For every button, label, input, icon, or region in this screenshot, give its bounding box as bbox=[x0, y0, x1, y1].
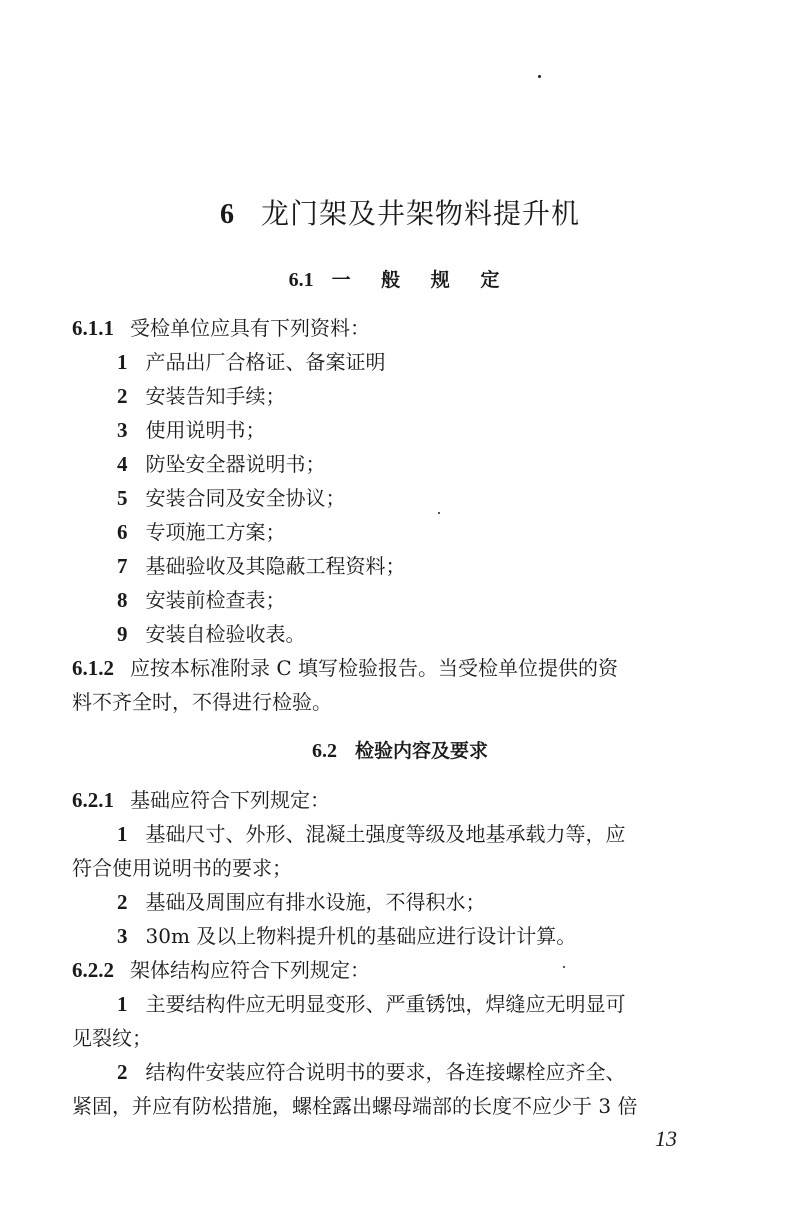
list-item-continuation bbox=[72, 854, 292, 882]
section-title-text: 检验内容及要求 bbox=[354, 740, 488, 762]
scan-speck bbox=[563, 966, 565, 968]
item-number: 3 bbox=[117, 924, 128, 948]
item-text: 使用说明书； bbox=[145, 418, 266, 442]
chapter-number: 6 bbox=[219, 199, 235, 230]
item-number: 9 bbox=[117, 622, 128, 646]
item-number: 7 bbox=[117, 554, 128, 578]
list-item bbox=[117, 586, 286, 614]
clause-text: 料不齐全时，不得进行检验。 bbox=[72, 690, 332, 714]
item-text: 结构件安装应符合说明书的要求，各连接螺栓应齐全、 bbox=[145, 1060, 626, 1084]
clause-continuation bbox=[72, 688, 332, 716]
list-item bbox=[117, 990, 626, 1018]
item-text: 产品出厂合格证、备案证明 bbox=[145, 350, 386, 374]
section-title-6-1 bbox=[0, 265, 800, 292]
clause-6-2-2 bbox=[72, 956, 370, 984]
clause-6-1-2 bbox=[72, 654, 618, 682]
item-number: 1 bbox=[117, 822, 128, 846]
clause-number: 6.2.2 bbox=[72, 958, 114, 982]
list-item bbox=[117, 450, 326, 478]
item-text: 安装合同及安全协议； bbox=[145, 486, 346, 510]
item-number: 6 bbox=[117, 520, 128, 544]
list-item bbox=[117, 518, 286, 546]
list-item bbox=[117, 416, 266, 444]
item-text: 安装前检查表； bbox=[145, 588, 286, 612]
item-text: 基础验收及其隐蔽工程资料； bbox=[145, 554, 406, 578]
item-number: 1 bbox=[117, 992, 128, 1016]
list-item bbox=[117, 620, 306, 648]
item-text: 紧固，并应有防松措施，螺栓露出螺母端部的长度不应少于 3 倍 bbox=[72, 1094, 638, 1118]
item-number: 4 bbox=[117, 452, 128, 476]
item-number: 2 bbox=[117, 1060, 128, 1084]
item-text: 基础尺寸、外形、混凝土强度等级及地基承载力等，应 bbox=[145, 822, 626, 846]
list-item-continuation bbox=[72, 1024, 152, 1052]
list-item bbox=[117, 552, 406, 580]
list-item bbox=[117, 348, 386, 376]
clause-text: 应按本标准附录 C 填写检验报告。当受检单位提供的资 bbox=[130, 656, 619, 680]
list-item bbox=[117, 382, 286, 410]
item-text: 主要结构件应无明显变形、严重锈蚀，焊缝应无明显可 bbox=[145, 992, 626, 1016]
item-number: 1 bbox=[117, 350, 128, 374]
item-number: 5 bbox=[117, 486, 128, 510]
clause-number: 6.1.2 bbox=[72, 656, 114, 680]
item-text: 专项施工方案； bbox=[145, 520, 286, 544]
clause-text: 架体结构应符合下列规定： bbox=[130, 958, 370, 982]
list-item bbox=[117, 820, 626, 848]
list-item bbox=[117, 484, 346, 512]
item-number: 2 bbox=[117, 890, 128, 914]
item-text: 见裂纹； bbox=[72, 1026, 152, 1050]
list-item bbox=[117, 922, 576, 950]
clause-text: 基础应符合下列规定： bbox=[130, 788, 330, 812]
item-number: 3 bbox=[117, 418, 128, 442]
item-text: 安装自检验收表。 bbox=[145, 622, 306, 646]
clause-number: 6.2.1 bbox=[72, 788, 114, 812]
item-text: 防坠安全器说明书； bbox=[145, 452, 326, 476]
item-number: 2 bbox=[117, 384, 128, 408]
item-number: 8 bbox=[117, 588, 128, 612]
clause-number: 6.1.1 bbox=[72, 316, 114, 340]
list-item bbox=[117, 1058, 626, 1086]
section-number: 6.2 bbox=[311, 740, 337, 762]
item-text: 安装告知手续； bbox=[145, 384, 286, 408]
section-number: 6.1 bbox=[288, 269, 314, 291]
page-number: 13 bbox=[655, 1126, 677, 1151]
chapter-title bbox=[0, 192, 800, 232]
list-item-continuation bbox=[72, 1092, 637, 1120]
scan-speck bbox=[538, 75, 541, 78]
item-text: 30m 及以上物料提升机的基础应进行设计计算。 bbox=[145, 924, 577, 948]
clause-text: 受检单位应具有下列资料： bbox=[130, 316, 370, 340]
clause-6-2-1 bbox=[72, 786, 330, 814]
item-text: 符合使用说明书的要求； bbox=[72, 856, 292, 880]
scan-speck bbox=[438, 512, 440, 514]
clause-6-1-1 bbox=[72, 314, 370, 342]
section-title-text: 一 般 规 定 bbox=[331, 269, 512, 291]
list-item bbox=[117, 888, 486, 916]
chapter-title-text: 龙门架及井架物料提升机 bbox=[260, 197, 580, 230]
item-text: 基础及周围应有排水设施，不得积水； bbox=[145, 890, 486, 914]
section-title-6-2 bbox=[0, 736, 800, 763]
